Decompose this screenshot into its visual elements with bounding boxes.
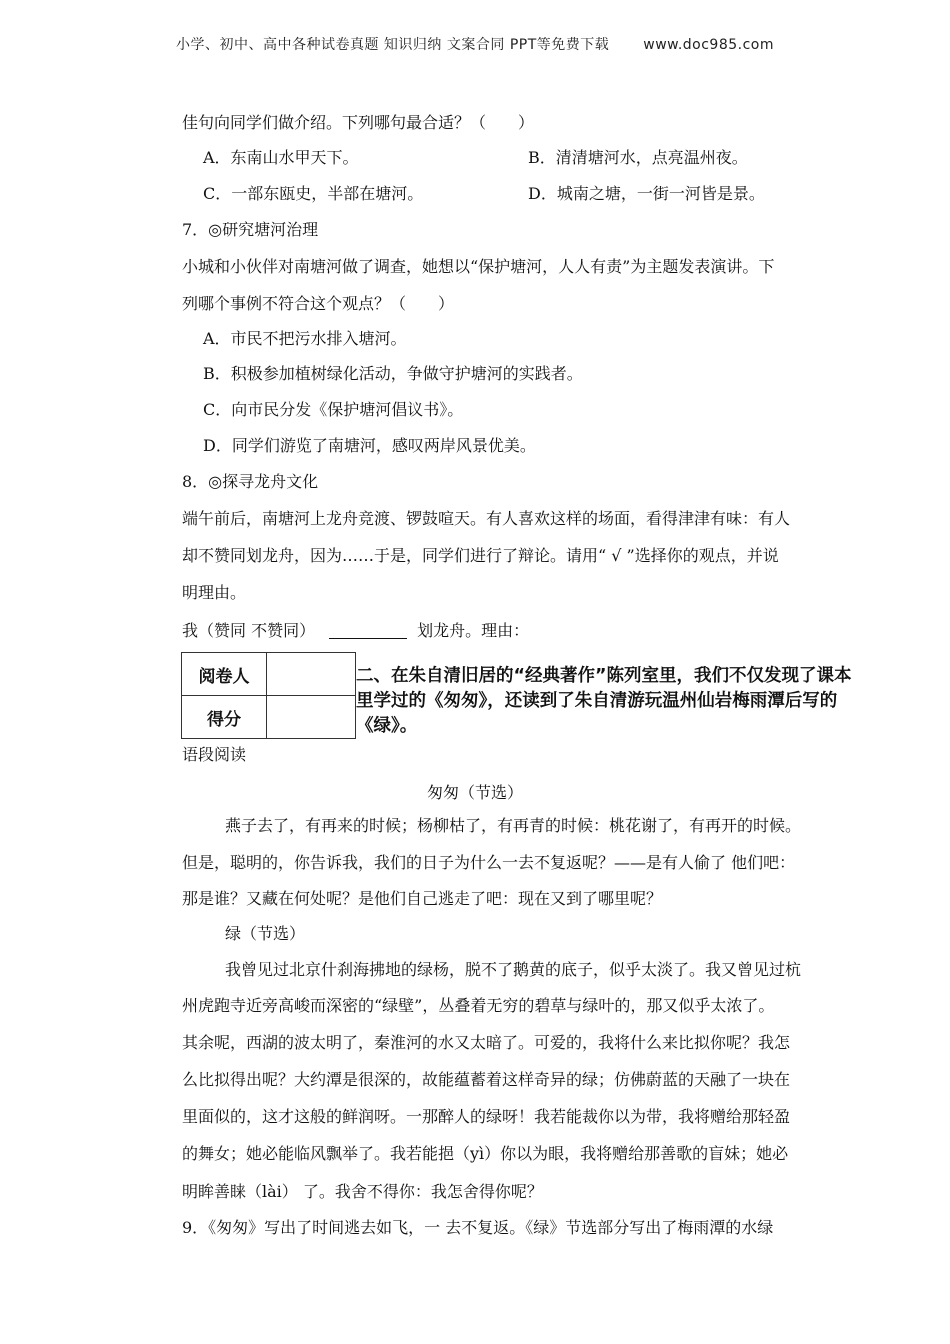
score-label: 得分: [182, 696, 267, 739]
q8-answer-prefix: 我（赞同 不赞同）: [182, 621, 316, 640]
q9-text: 9．《匆匆》写出了时间逃去如飞，一 去不复返。《绿》节选部分写出了梅雨潭的水绿: [182, 1218, 774, 1237]
q6-option-b: B．清清塘河水，点亮温州夜。: [528, 148, 748, 167]
congcong-line1: 燕子去了，有再来的时候；杨柳枯了，有再青的时候：桃花谢了，有再开的时候。: [225, 816, 802, 835]
lv-line7: 明眸善睐（lài） 了。我舍不得你：我怎舍得你呢？: [182, 1182, 543, 1201]
score-cell[interactable]: [267, 696, 356, 739]
q7-option-c: C．向市民分发《保护塘河倡议书》。: [203, 400, 464, 419]
lv-line3: 其余呢，西湖的波太明了，秦淮河的水又太暗了。可爱的，我将什么来比拟你呢？我怎: [182, 1033, 791, 1052]
q7-option-d: D．同学们游览了南塘河，感叹两岸风景优美。: [203, 436, 536, 455]
score-table: [181, 652, 356, 739]
q8-answer-suffix: 划龙舟。理由：: [417, 621, 530, 640]
reviewer-cell[interactable]: [267, 653, 356, 696]
reading-title-congcong: 匆匆（节选）: [426, 783, 523, 802]
q8-title: 8．◎探寻龙舟文化: [182, 472, 319, 491]
q6-option-c: C．一部东瓯史，半部在塘河。: [203, 184, 424, 203]
reviewer-label: 阅卷人: [182, 653, 267, 696]
q6-option-d: D．城南之塘，一街一河皆是景。: [528, 184, 765, 203]
header-text: 小学、初中、高中各种试卷真题 知识归纳 文案合同 PPT等免费下载: [175, 37, 610, 53]
q7-title: 7．◎研究塘河治理: [182, 220, 319, 239]
q6-option-a: A．东南山水甲天下。: [203, 148, 359, 167]
q8-text-line1: 端午前后，南塘河上龙舟竞渡、锣鼓喧天。有人喜欢这样的场面，看得津津有味：有人: [182, 509, 791, 528]
page-header: [0, 34, 950, 54]
lv-line6: 的舞女；她必能临风飘举了。我若能挹（yì）你以为眼，我将赠给那善歌的盲妹；她必: [182, 1144, 789, 1163]
lv-line4: 么比拟得出呢？大约潭是很深的，故能蕴蓄着这样奇异的绿；仿佛蔚蓝的天融了一块在: [182, 1070, 791, 1089]
lv-line2: 州虎跑寺近旁高峻而深密的“绿壁”，丛叠着无穷的碧草与绿叶的，那又似乎太浓了。: [182, 996, 775, 1015]
q7-option-a: A．市民不把污水排入塘河。: [203, 329, 407, 348]
q7-stem-line1: 小城和小伙伴对南塘河做了调查，她想以“保护塘河，人人有责”为主题发表演讲。下: [182, 257, 775, 276]
q8-text-line2: 却不赞同划龙舟，因为……于是，同学们进行了辩论。请用“ √ ”选择你的观点，并说: [182, 546, 779, 565]
lv-line5: 里面似的，这才这般的鲜润呀。一那醉人的绿呀！我若能裁你以为带，我将赠给那轻盈: [182, 1107, 791, 1126]
q6-stem: 佳句向同学们做介绍。下列哪句最合适？（ ）: [182, 113, 535, 132]
header-site[interactable]: www.doc985.com: [643, 37, 775, 53]
reading-label: 语段阅读: [182, 745, 247, 764]
lv-line1: 我曾见过北京什刹海拂地的绿杨，脱不了鹅黄的底子，似乎太淡了。我又曾见过杭: [225, 960, 802, 979]
q7-stem-line2: 列哪个事例不符合这个观点？（ ）: [182, 294, 455, 313]
reading-title-lv: 绿（节选）: [225, 924, 306, 943]
q8-answer-line: [182, 621, 529, 641]
congcong-line2: 但是，聪明的，你告诉我，我们的日子为什么一去不复返呢？——是有人偷了 他们吧：: [182, 853, 796, 872]
section2-title: 二、在朱自清旧居的“经典著作”陈列室里，我们不仅发现了课本里学过的《匆匆》，还读到了朱自清游玩温州仙岩梅雨潭后写的《绿》。: [356, 666, 852, 736]
q7-option-b: B．积极参加植树绿化活动，争做守护塘河的实践者。: [203, 364, 583, 383]
q8-text-line3: 明理由。: [182, 583, 247, 602]
q8-answer-blank[interactable]: [329, 622, 407, 639]
congcong-line3: 那是谁？又藏在何处呢？是他们自己逃走了吧：现在又到了哪里呢？: [182, 889, 663, 908]
